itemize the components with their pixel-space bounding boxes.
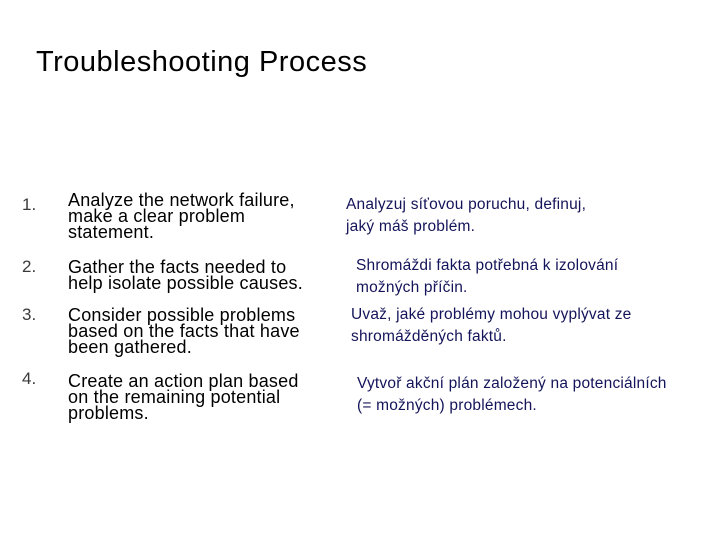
step-2-english-line-1: Gather the facts needed to [68, 257, 287, 277]
step-3-english-line-1: Consider possible problems [68, 305, 296, 325]
step-2-english [68, 259, 338, 291]
step-1-english [68, 192, 338, 240]
step-1-english-line-2: make a clear problem [68, 206, 246, 226]
step-1-czech [346, 194, 586, 238]
step-4-english-line-3: problems. [68, 403, 149, 423]
step-3-number: 3. [22, 305, 37, 324]
step-4-czech-line-2: (= možných) problémech. [357, 397, 537, 414]
step-1-english-line-3: statement. [68, 222, 155, 242]
step-4-english-line-2: on the remaining potential [68, 387, 281, 407]
step-3-english-line-3: been gathered. [68, 337, 192, 357]
step-3-czech [351, 304, 632, 348]
step-2-english-line-2: help isolate possible causes. [68, 273, 303, 293]
step-4-english [68, 373, 338, 421]
step-4-number: 4. [22, 369, 37, 388]
step-1-english-line-1: Analyze the network failure, [68, 190, 295, 210]
step-2-czech-line-1: Shromáždi fakta potřebná k izolování [356, 257, 619, 274]
step-3-english [68, 307, 338, 355]
slide-title: Troubleshooting Process [36, 46, 368, 78]
step-3-english-line-2: based on the facts that have [68, 321, 300, 341]
step-3-czech-line-2: shromážděných faktů. [351, 328, 507, 345]
step-4-english-line-1: Create an action plan based [68, 371, 299, 391]
step-1-czech-line-1: Analyzuj síťovou poruchu, definuj, [346, 196, 587, 213]
step-4-czech-line-1: Vytvoř akční plán založený na potenciálních [357, 375, 667, 392]
step-1-number: 1. [22, 195, 37, 214]
step-2-czech [356, 255, 618, 299]
step-4-czech [357, 373, 667, 417]
step-2-czech-line-2: možných příčin. [356, 279, 468, 296]
step-2-number: 2. [22, 257, 37, 276]
step-1-czech-line-2: jaký máš problém. [346, 218, 476, 235]
step-3-czech-line-1: Uvaž, jaké problémy mohou vyplývat ze [351, 306, 632, 323]
